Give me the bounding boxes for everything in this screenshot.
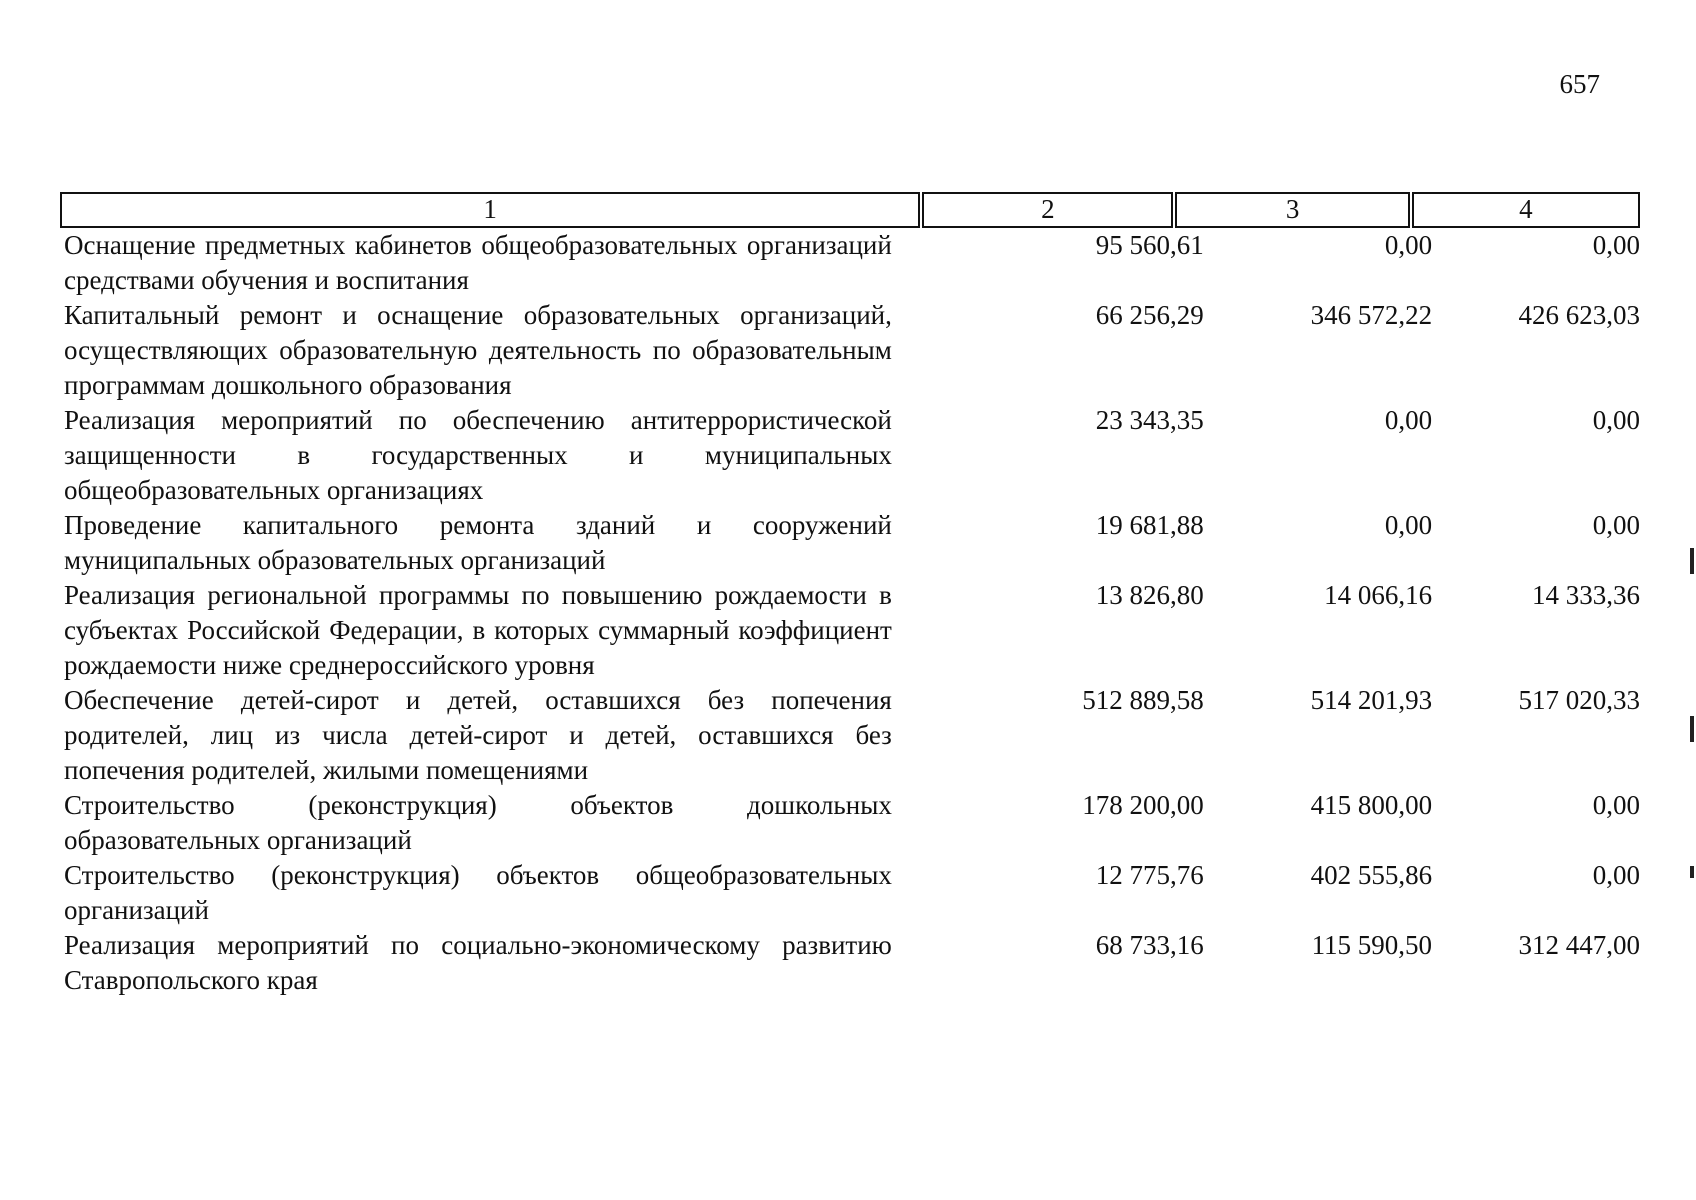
row-value-col-4: 517 020,33 (1518, 685, 1640, 715)
table-row (64, 788, 1640, 858)
header-col-2: 2 (922, 192, 1173, 228)
row-description: Реализация мероприятий по обеспечению антитеррористической защищенности в государственных и муниципальных общеобразовательных организациях (64, 405, 892, 505)
table-row (64, 683, 1640, 788)
row-value-col-3: 0,00 (1384, 510, 1433, 540)
row-description: Реализация мероприятий по социально-экономическому развитию Ставропольского края (64, 930, 892, 995)
table-row (64, 578, 1640, 683)
row-value-col-2: 68 733,16 (1095, 930, 1204, 960)
row-value-col-3: 415 800,00 (1310, 790, 1433, 820)
header-col-1: 1 (60, 192, 920, 228)
table-header (60, 192, 1640, 226)
row-value-col-3: 346 572,22 (1310, 300, 1433, 330)
row-value-col-4: 0,00 (1592, 510, 1640, 540)
row-value-col-4: 14 333,36 (1532, 580, 1640, 610)
row-value-col-3: 514 201,93 (1310, 685, 1433, 715)
table-row (64, 228, 1640, 298)
table-row (64, 298, 1640, 403)
row-value-col-3: 0,00 (1384, 405, 1433, 435)
row-description: Капитальный ремонт и оснащение образовательных организаций, осуществляющих образовательную деятельность по образовательным программам дошкольного образования (64, 300, 892, 400)
row-description: Проведение капитального ремонта зданий и сооружений муниципальных образовательных организаций (64, 510, 892, 575)
row-description: Строительство (реконструкция) объектов дошкольных образовательных организаций (64, 790, 892, 855)
row-value-col-2: 66 256,29 (1095, 300, 1204, 330)
row-value-col-4: 0,00 (1592, 860, 1640, 890)
row-value-col-2: 95 560,61 (1095, 230, 1204, 260)
row-value-col-4: 0,00 (1592, 405, 1640, 435)
row-value-col-3: 115 590,50 (1311, 930, 1433, 960)
table-row (64, 403, 1640, 508)
row-value-col-2: 512 889,58 (1082, 685, 1204, 715)
row-description: Обеспечение детей-сирот и детей, оставшихся без попечения родителей, лиц из числа детей-сирот и детей, оставшихся без попечения родителей, жилыми помещениями (64, 685, 892, 785)
row-value-col-4: 0,00 (1592, 790, 1640, 820)
row-value-col-2: 13 826,80 (1095, 580, 1204, 610)
row-value-col-3: 0,00 (1384, 230, 1433, 260)
row-description: Оснащение предметных кабинетов общеобразовательных организаций средствами обучения и воспитания (64, 230, 892, 295)
row-value-col-2: 178 200,00 (1082, 790, 1204, 820)
row-value-col-2: 23 343,35 (1095, 405, 1204, 435)
table-body (64, 228, 1640, 998)
row-description: Реализация региональной программы по повышению рождаемости в субъектах Российской Федерации, в которых суммарный коэффициент рождаемости ниже среднероссийского уровня (64, 580, 892, 680)
header-col-4: 4 (1412, 192, 1640, 228)
page-number: 657 (1559, 69, 1600, 99)
row-value-col-4: 312 447,00 (1518, 930, 1640, 960)
scan-edge-mark (1690, 866, 1694, 878)
row-value-col-4: 426 623,03 (1518, 300, 1640, 330)
table-row (64, 508, 1640, 578)
row-value-col-3: 402 555,86 (1310, 860, 1433, 890)
table-row (64, 858, 1640, 928)
table-row (64, 928, 1640, 998)
row-value-col-2: 12 775,76 (1095, 860, 1204, 890)
row-value-col-3: 14 066,16 (1324, 580, 1433, 610)
scan-edge-mark (1690, 548, 1694, 574)
row-value-col-4: 0,00 (1592, 230, 1640, 260)
row-value-col-2: 19 681,88 (1095, 510, 1204, 540)
header-col-3: 3 (1175, 192, 1409, 228)
row-description: Строительство (реконструкция) объектов общеобразовательных организаций (64, 860, 892, 925)
scan-edge-mark (1690, 716, 1694, 742)
